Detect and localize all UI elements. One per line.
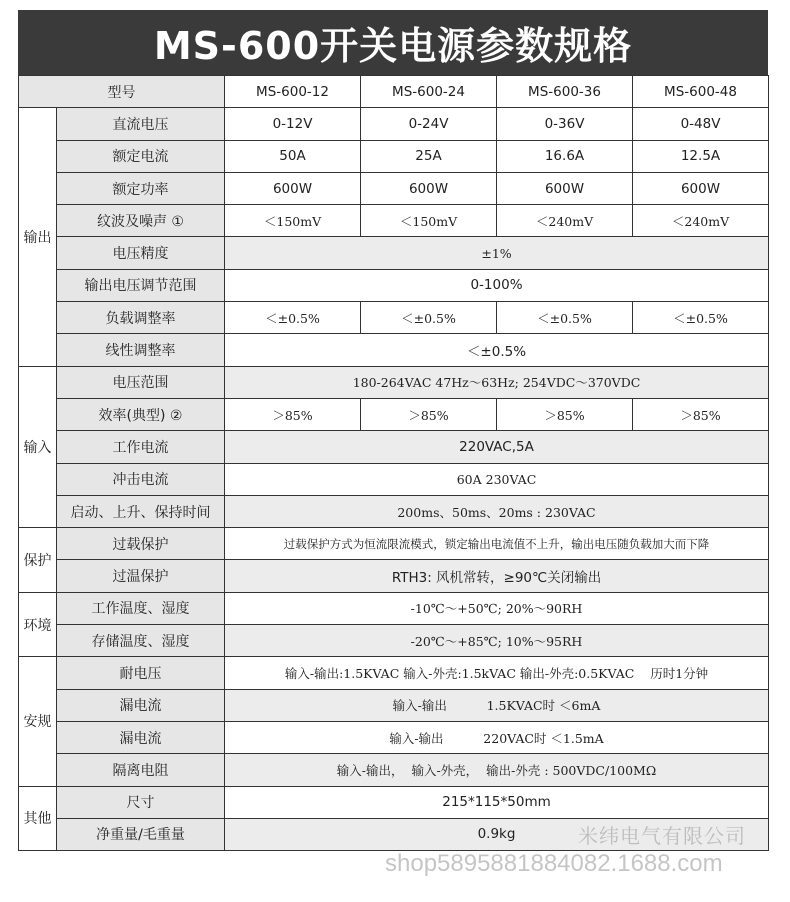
row-label: 漏电流 <box>57 721 225 753</box>
table-row <box>19 205 769 237</box>
table-row <box>19 463 769 495</box>
cell-value: 输入-输出 1.5KVAC时 ＜6mA <box>225 689 769 721</box>
table-row <box>19 334 769 366</box>
row-label: 耐电压 <box>57 657 225 689</box>
row-label: 隔离电阻 <box>57 754 225 786</box>
cell-value: -20℃～+85℃; 10%～95RH <box>225 625 769 657</box>
row-label: 存储温度、湿度 <box>57 625 225 657</box>
cell-value: 600W <box>633 172 769 204</box>
table-row <box>19 592 769 624</box>
table-row <box>19 140 769 172</box>
row-label: 线性调整率 <box>57 334 225 366</box>
cell-value: 输入-输出， 输入-外壳， 输出-外壳 : 500VDC/100MΩ <box>225 754 769 786</box>
table-row <box>19 237 769 269</box>
page-title: MS-600开关电源参数规格 <box>18 10 768 75</box>
row-label: 效率(典型) ② <box>57 398 225 430</box>
row-label: 电压精度 <box>57 237 225 269</box>
table-row <box>19 754 769 786</box>
watermark-shop-url: shop5895881884082.1688.com <box>385 850 723 877</box>
cell-value: ＜±0.5% <box>361 302 497 334</box>
row-label: 电压范围 <box>57 366 225 398</box>
cell-value: 0-12V <box>225 108 361 140</box>
table-row <box>19 818 769 850</box>
cell-value: RTH3: 风机常转，≥90℃关闭输出 <box>225 560 769 592</box>
table-row <box>19 431 769 463</box>
cell-value: 600W <box>225 172 361 204</box>
row-label: 工作温度、湿度 <box>57 592 225 624</box>
table-row <box>19 560 769 592</box>
table-row <box>19 689 769 721</box>
cell-value: 12.5A <box>633 140 769 172</box>
cell-value: 600W <box>361 172 497 204</box>
table-row <box>19 398 769 430</box>
cell-value: ＜150mV <box>361 205 497 237</box>
row-label: 额定电流 <box>57 140 225 172</box>
cell-value: 输入-输出 220VAC时 ＜1.5mA <box>225 721 769 753</box>
cell-value: 0-36V <box>497 108 633 140</box>
cell-value: 0-24V <box>361 108 497 140</box>
row-label: 过温保护 <box>57 560 225 592</box>
cell-value: 200ms、50ms、20ms : 230VAC <box>225 495 769 527</box>
row-label: 过载保护 <box>57 528 225 560</box>
model-name: MS-600-24 <box>361 76 497 108</box>
group-label-input: 输入 <box>19 366 57 527</box>
group-label-safety: 安规 <box>19 657 57 786</box>
cell-value: 0-48V <box>633 108 769 140</box>
row-label: 输出电压调节范围 <box>57 269 225 301</box>
cell-value: 180-264VAC 47Hz～63Hz; 254VDC～370VDC <box>225 366 769 398</box>
table-row <box>19 495 769 527</box>
cell-value: ＞85% <box>225 398 361 430</box>
cell-value: ＜±0.5% <box>225 302 361 334</box>
cell-value: ＜240mV <box>497 205 633 237</box>
row-label: 纹波及噪声 ① <box>57 205 225 237</box>
table-row <box>19 108 769 140</box>
cell-value: 输入-输出:1.5KVAC 输入-外壳:1.5kVAC 输出-外壳:0.5KVAC 历时1分钟 <box>225 657 769 689</box>
table-row <box>19 625 769 657</box>
cell-value: -10℃～+50℃; 20%～90RH <box>225 592 769 624</box>
cell-value: 16.6A <box>497 140 633 172</box>
table-row <box>19 528 769 560</box>
group-label-output: 输出 <box>19 108 57 366</box>
row-label: 启动、上升、保持时间 <box>57 495 225 527</box>
cell-value: 0.9kg <box>225 818 769 850</box>
row-label: 额定功率 <box>57 172 225 204</box>
table-row <box>19 302 769 334</box>
group-label-other: 其他 <box>19 786 57 851</box>
group-label-protection: 保护 <box>19 528 57 593</box>
group-label-environment: 环境 <box>19 592 57 657</box>
model-header-label: 型号 <box>19 76 225 108</box>
cell-value: ±1% <box>225 237 769 269</box>
watermark-company: 米纬电气有限公司 <box>578 826 746 848</box>
cell-value: 过载保护方式为恒流限流模式，锁定输出电流值不上升，输出电压随负载加大而下降 <box>225 528 769 560</box>
row-label: 负载调整率 <box>57 302 225 334</box>
model-name: MS-600-12 <box>225 76 361 108</box>
cell-value: 60A 230VAC <box>225 463 769 495</box>
cell-value: 50A <box>225 140 361 172</box>
table-row <box>19 172 769 204</box>
cell-value: ＞85% <box>633 398 769 430</box>
cell-value: ＞85% <box>361 398 497 430</box>
row-label: 漏电流 <box>57 689 225 721</box>
cell-value: 0-100% <box>225 269 769 301</box>
model-name: MS-600-36 <box>497 76 633 108</box>
table-row <box>19 269 769 301</box>
table-row <box>19 721 769 753</box>
cell-value: ＜±0.5% <box>497 302 633 334</box>
cell-value: ＜±0.5% <box>633 302 769 334</box>
row-label: 尺寸 <box>57 786 225 818</box>
cell-value: ＞85% <box>497 398 633 430</box>
cell-value: 220VAC,5A <box>225 431 769 463</box>
cell-value: 600W <box>497 172 633 204</box>
cell-value: ＜150mV <box>225 205 361 237</box>
table-row <box>19 657 769 689</box>
cell-value: 25A <box>361 140 497 172</box>
table-header-row <box>19 76 769 108</box>
cell-value: ＜240mV <box>633 205 769 237</box>
cell-value: 215*115*50mm <box>225 786 769 818</box>
row-label: 直流电压 <box>57 108 225 140</box>
row-label: 冲击电流 <box>57 463 225 495</box>
table-row <box>19 786 769 818</box>
row-label: 工作电流 <box>57 431 225 463</box>
table-row <box>19 366 769 398</box>
cell-value: ＜±0.5% <box>225 334 769 366</box>
model-name: MS-600-48 <box>633 76 769 108</box>
row-label: 净重量/毛重量 <box>57 818 225 850</box>
spec-table <box>18 75 769 851</box>
